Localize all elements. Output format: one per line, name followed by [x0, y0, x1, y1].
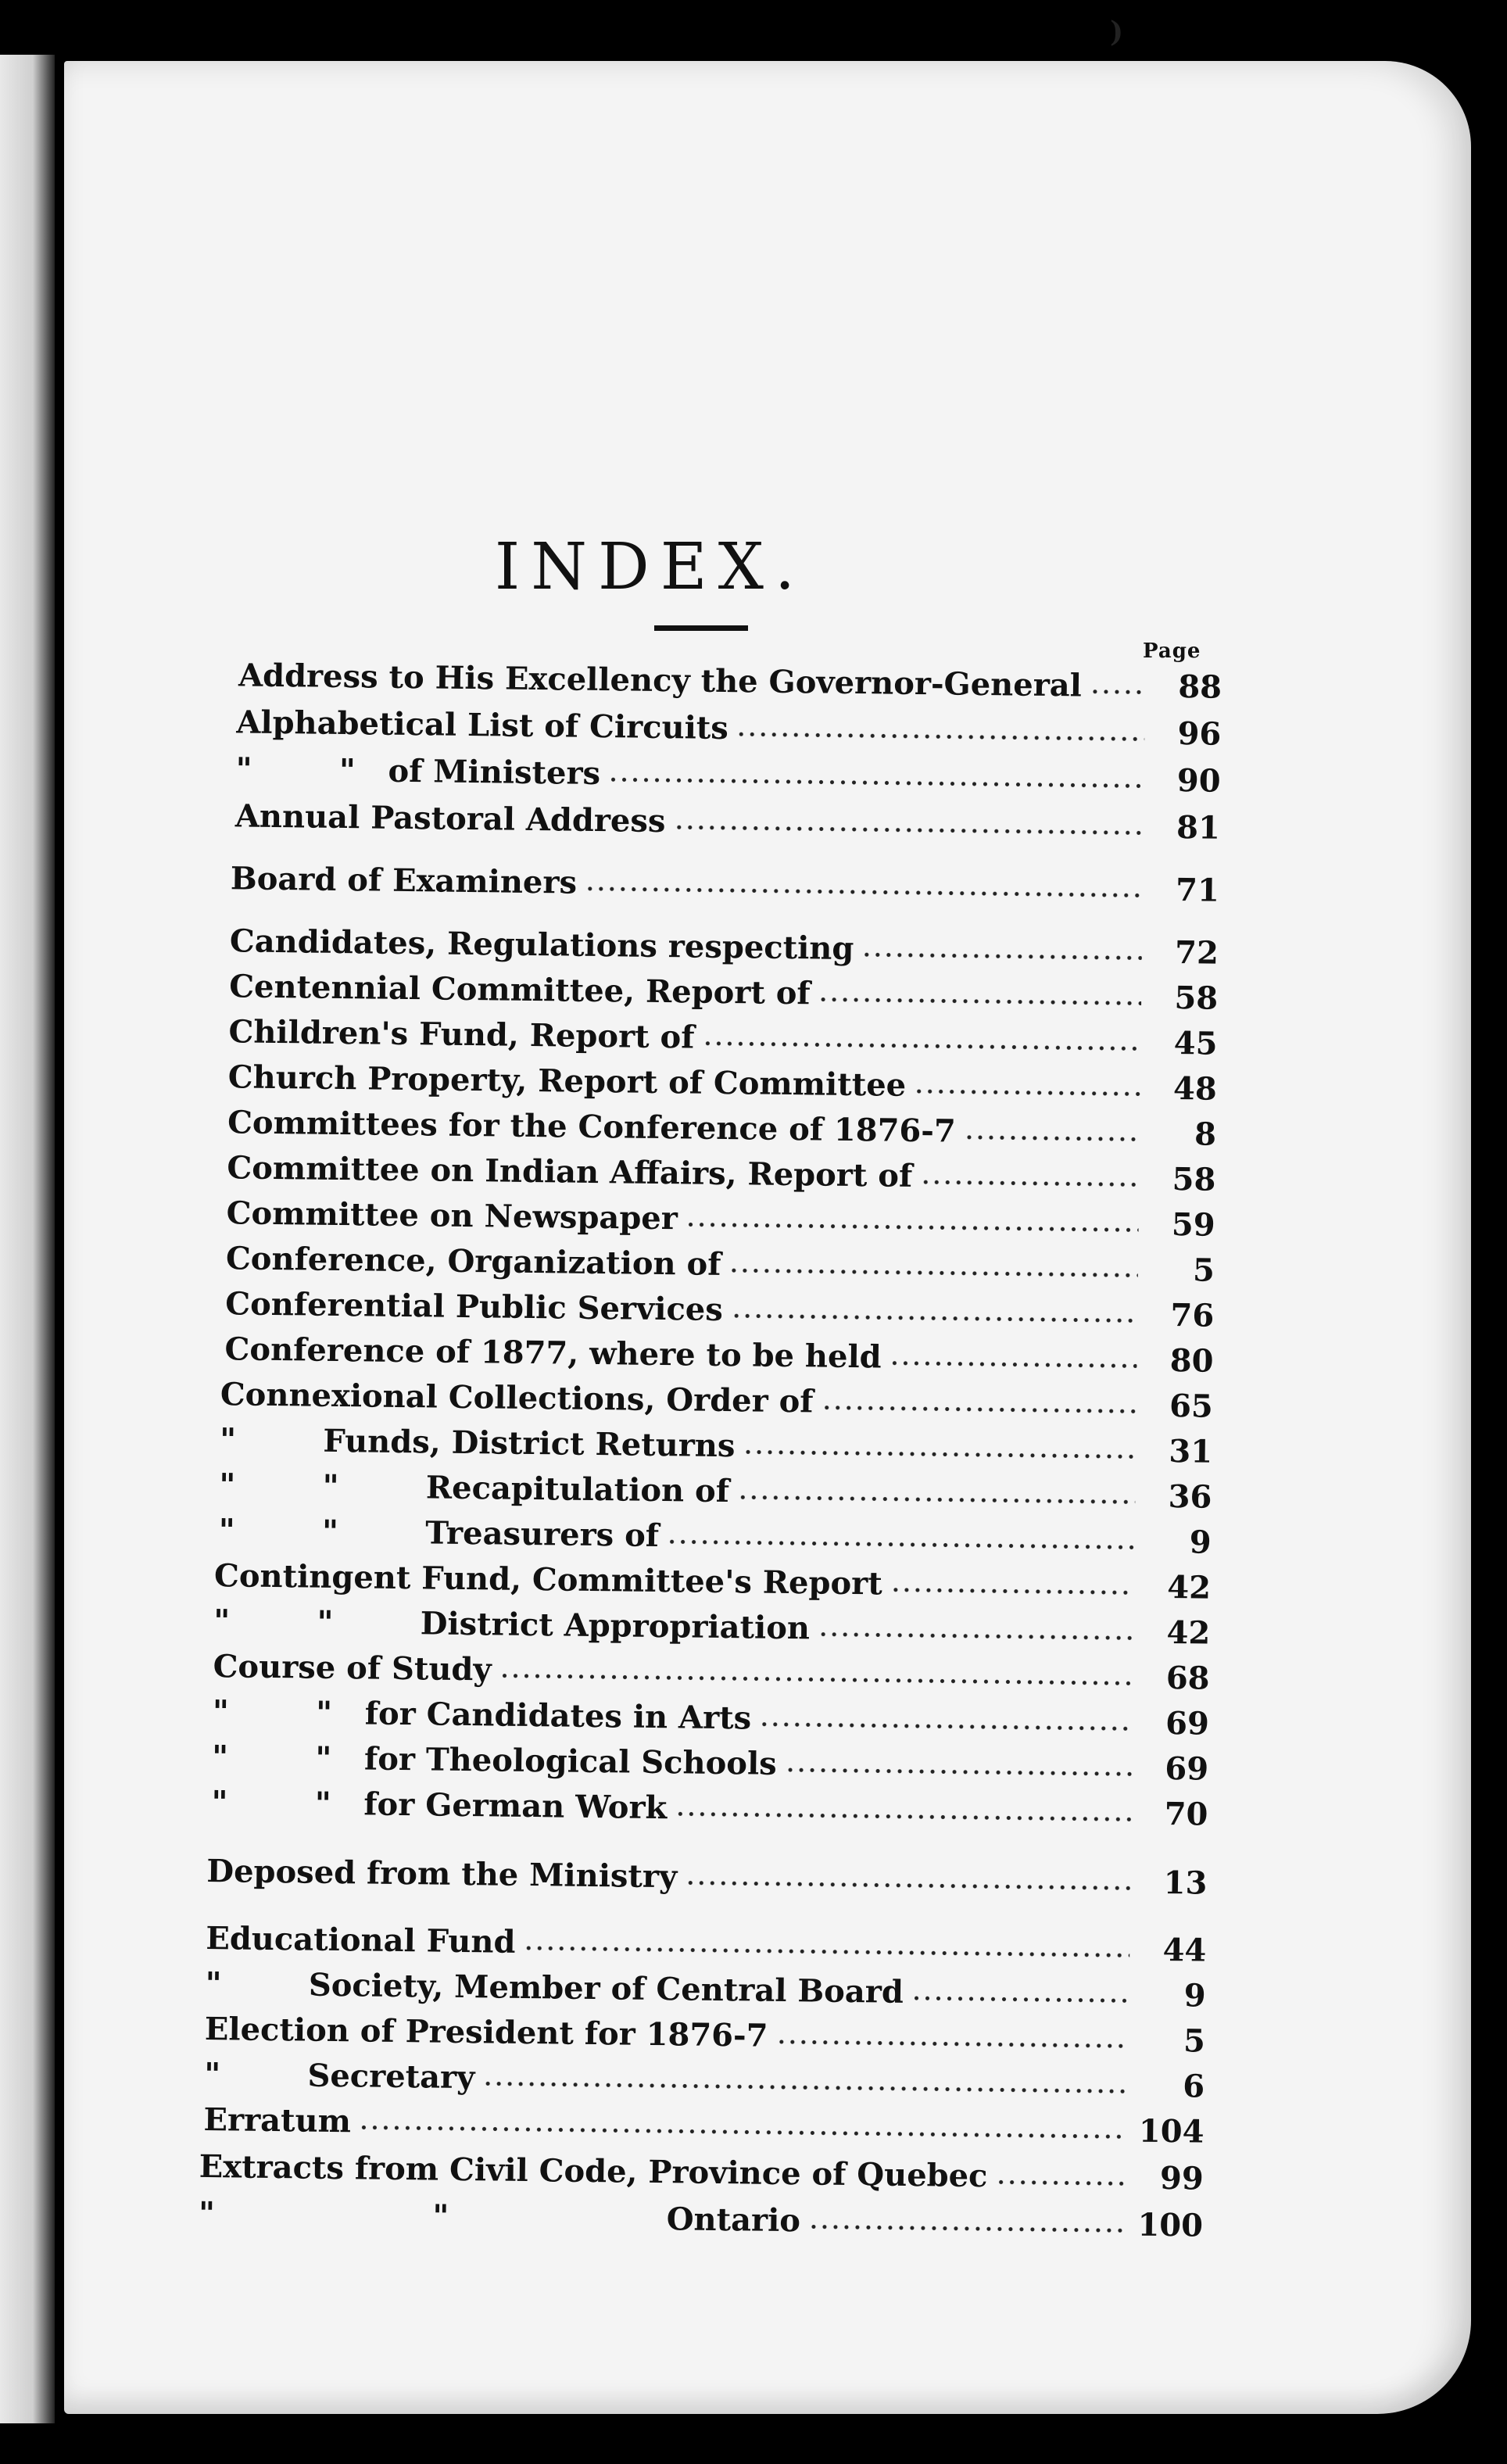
index-entry-label: Conference, Organization of	[225, 1240, 721, 1283]
dot-leader	[737, 1492, 1136, 1506]
index-entry-page: 76	[1170, 1297, 1215, 1334]
index-entry-label: Church Property, Report of Committee	[227, 1058, 907, 1104]
index-entry-page: 70	[1164, 1795, 1208, 1833]
index-entry-page: 81	[1176, 809, 1221, 847]
dot-leader	[785, 1765, 1133, 1778]
index-entry	[199, 2188, 1204, 2244]
index-entry-label: Election of President for 1876-7	[204, 2010, 768, 2054]
index-entry-page: 96	[1177, 715, 1222, 753]
dot-leader	[743, 1447, 1136, 1461]
index-entry	[235, 790, 1221, 846]
dot-leader	[685, 1878, 1130, 1893]
index-entry-label: " " Recapitulation of	[219, 1467, 730, 1510]
index-entry-page: 6	[1183, 2068, 1205, 2105]
index-entries	[52, 54, 1487, 2424]
facing-page-edge	[0, 55, 55, 2423]
index-entry-page: 42	[1166, 1613, 1211, 1652]
index-entry-label: Address to His Excellency the Governor-General	[238, 657, 1083, 704]
index-entry-page: 9	[1189, 1524, 1212, 1561]
index-entry-page: 8	[1194, 1116, 1217, 1153]
dot-leader	[821, 1403, 1136, 1416]
index-entry-label: " " for German Work	[211, 1784, 668, 1827]
index-entry-label: Conferential Public Services	[225, 1285, 724, 1329]
index-entry-label: Centennial Committee, Report of	[228, 968, 811, 1012]
dot-leader	[920, 1177, 1139, 1189]
dot-leader	[889, 1359, 1137, 1371]
index-entry-page: 59	[1171, 1206, 1215, 1244]
index-title: INDEX.	[494, 530, 807, 604]
index-entry-page: 48	[1172, 1070, 1218, 1108]
index-entry-page: 80	[1169, 1341, 1214, 1380]
index-entry	[235, 743, 1221, 799]
dot-leader	[585, 884, 1143, 901]
index-entry-page: 99	[1159, 2159, 1205, 2197]
index-entry-label: Candidates, Regulations respecting	[229, 922, 854, 968]
index-entry-label: Board of Examiners	[230, 860, 578, 901]
index-entry-label: " Society, Member of Central Board	[205, 1964, 904, 2011]
dot-leader	[608, 775, 1144, 790]
index-entry-page: 68	[1165, 1659, 1210, 1697]
book-page	[64, 61, 1471, 2414]
dot-leader	[1090, 687, 1145, 697]
index-entry-label: Alphabetical List of Circuits	[236, 704, 729, 747]
dot-leader	[728, 1266, 1138, 1280]
dot-leader	[808, 2222, 1126, 2235]
dot-leader	[914, 1087, 1140, 1099]
index-entry-label: " " District Appropriation	[213, 1603, 811, 1647]
dot-leader	[667, 1537, 1135, 1552]
dot-leader	[675, 1809, 1131, 1824]
index-entry-label: Educational Fund	[206, 1919, 516, 1961]
index-entry-label: " " for Candidates in Arts	[212, 1693, 752, 1737]
index-entry-label: Committee on Newspaper	[226, 1194, 678, 1237]
index-entry-page: 31	[1169, 1432, 1213, 1470]
ink-mark: )	[1110, 16, 1124, 48]
page-column-heading: Page	[1143, 639, 1201, 663]
index-entry-label: Connexional Collections, Order of	[220, 1376, 814, 1420]
index-entry-label: " " Ontario	[198, 2194, 801, 2240]
index-entry-page: 69	[1165, 1704, 1210, 1742]
index-entry-label: Annual Pastoral Address	[234, 797, 666, 840]
index-entry-label: " " for Theological Schools	[211, 1739, 778, 1782]
index-entry-page: 5	[1192, 1252, 1215, 1289]
index-entry	[199, 2141, 1205, 2197]
dot-leader	[731, 1311, 1138, 1325]
dot-leader	[482, 2079, 1128, 2096]
dot-leader	[523, 1943, 1129, 1960]
index-entry-page: 90	[1176, 762, 1221, 800]
index-entry-label: " Secretary	[203, 2055, 475, 2097]
dot-leader	[702, 1039, 1140, 1054]
dot-leader	[911, 1993, 1129, 2005]
dot-leader	[964, 1133, 1140, 1144]
index-entry-page: 58	[1172, 1161, 1216, 1198]
index-entry-page: 72	[1174, 934, 1219, 972]
dot-leader	[818, 994, 1142, 1008]
dot-leader	[499, 1671, 1133, 1689]
index-entry	[231, 853, 1220, 908]
index-entry-page: 69	[1165, 1750, 1209, 1788]
index-entry	[236, 697, 1222, 752]
index-entry	[206, 1846, 1208, 1902]
index-entry-page: 36	[1168, 1477, 1212, 1516]
index-entry	[238, 650, 1222, 705]
index-entry-page: 45	[1173, 1025, 1218, 1062]
dot-leader	[890, 1585, 1134, 1598]
index-entry-page: 71	[1175, 872, 1220, 909]
index-entry-label: " " of Ministers	[235, 750, 601, 793]
index-entry-label: Committees for the Conference of 1876-7	[227, 1104, 956, 1150]
index-entry-page: 88	[1178, 668, 1222, 706]
dot-leader	[775, 2037, 1129, 2051]
index-entry-page: 13	[1163, 1864, 1208, 1902]
dot-leader	[995, 2177, 1126, 2188]
dot-leader	[359, 2122, 1128, 2141]
dot-leader	[673, 822, 1144, 837]
index-entry-label: Committee on Indian Affairs, Report of	[227, 1149, 913, 1194]
dot-leader	[736, 729, 1145, 743]
index-entry-label: " Funds, District Returns	[219, 1421, 736, 1465]
dot-leader	[861, 950, 1142, 962]
index-entry-page: 104	[1138, 2112, 1205, 2151]
index-entry-page: 65	[1169, 1387, 1214, 1425]
dot-leader	[818, 1630, 1133, 1643]
index-entry-page: 9	[1183, 1977, 1206, 2015]
index-entry-label: Course of Study	[213, 1648, 492, 1689]
index-entry-page: 44	[1162, 1931, 1207, 1969]
index-entry-label: Conference of 1877, where to be held	[224, 1330, 882, 1376]
index-entry-label: Contingent Fund, Committee's Report	[213, 1557, 883, 1603]
index-entry-label: Extracts from Civil Code, Province of Quebec	[199, 2147, 988, 2195]
index-entry-label: Deposed from the Ministry	[206, 1852, 678, 1896]
index-entry-page: 42	[1167, 1568, 1212, 1606]
dot-leader	[685, 1219, 1139, 1234]
index-entry-page: 5	[1183, 2022, 1206, 2060]
index-entry-page: 100	[1137, 2206, 1204, 2244]
index-entry-label: " " Treasurers of	[218, 1512, 660, 1555]
index-entry-label: Erratum	[203, 2100, 352, 2140]
index-entry-label: Children's Fund, Report of	[228, 1013, 695, 1056]
index-entry-page: 58	[1174, 980, 1219, 1017]
dot-leader	[759, 1720, 1133, 1734]
